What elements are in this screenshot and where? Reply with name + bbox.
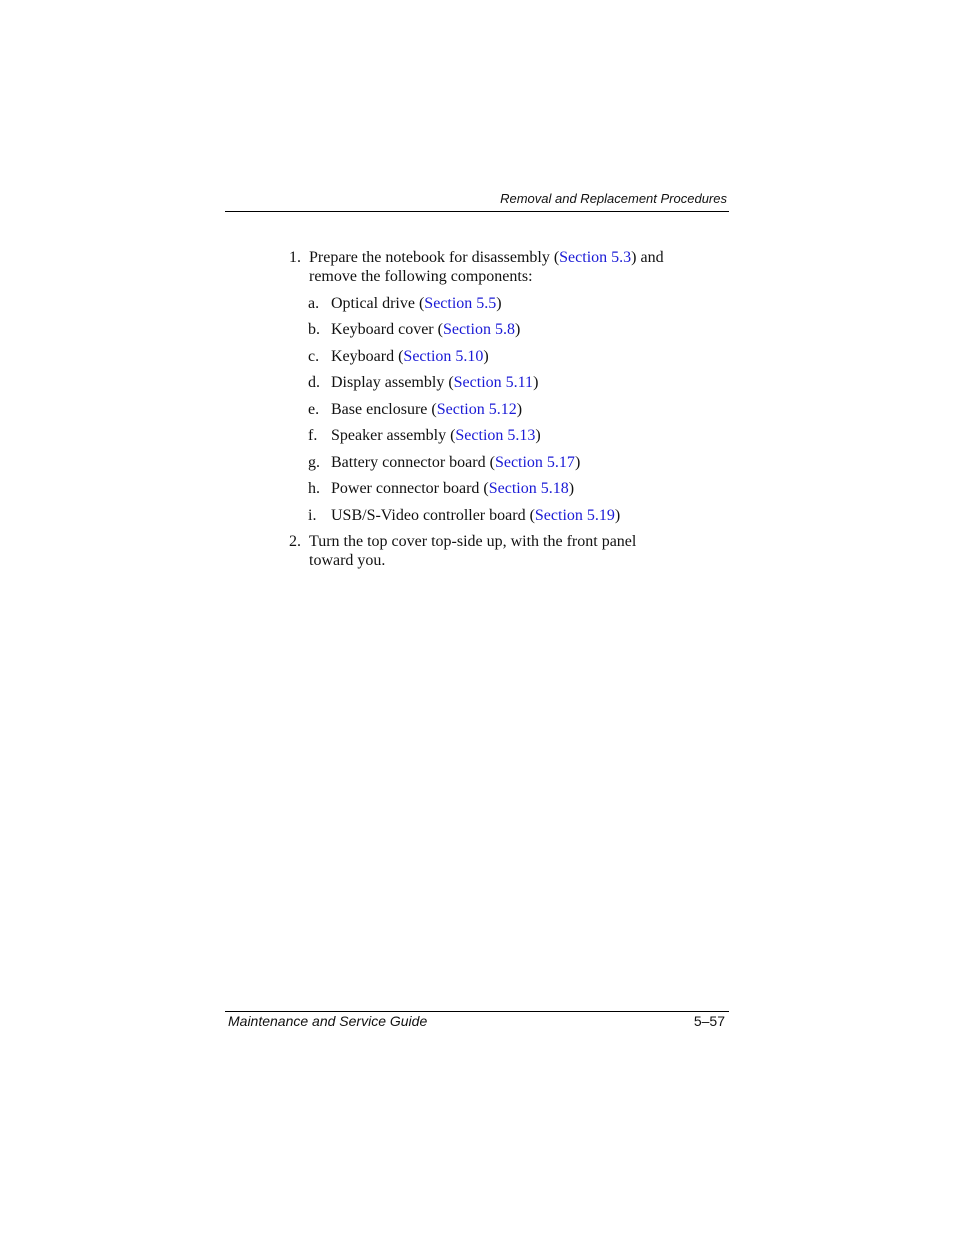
substep-letter: a. — [308, 295, 320, 312]
substep-a: a. Optical drive (Section 5.5) — [308, 295, 502, 312]
footer-guide-title: Maintenance and Service Guide — [228, 1013, 428, 1029]
step-2 — [289, 532, 669, 570]
substep-label: Speaker assembly ( — [331, 427, 456, 444]
section-link-5-18[interactable]: Section 5.18 — [488, 480, 569, 497]
footer-rule — [225, 1011, 729, 1012]
substep-letter: g. — [308, 454, 320, 471]
substep-label: Keyboard cover ( — [331, 321, 443, 338]
substep-letter: b. — [308, 321, 320, 338]
running-header-title: Removal and Replacement Procedures — [500, 191, 727, 206]
section-link-5-12[interactable]: Section 5.12 — [436, 401, 517, 418]
substep-letter: f. — [308, 427, 318, 444]
substep-g: g. Battery connector board (Section 5.17) — [308, 454, 581, 471]
substep-label: USB/S-Video controller board ( — [331, 507, 535, 524]
substep-b: b. Keyboard cover (Section 5.8) — [308, 321, 521, 338]
substep-label: Power connector board ( — [331, 480, 489, 497]
substep-letter: i. — [308, 507, 317, 524]
step-number: 1. — [289, 249, 301, 266]
header-rule — [225, 211, 729, 212]
section-link-5-17[interactable]: Section 5.17 — [494, 454, 575, 471]
substep-label: Battery connector board ( — [331, 454, 495, 471]
substep-c: c. Keyboard (Section 5.10) — [308, 348, 489, 365]
section-link-5-10[interactable]: Section 5.10 — [403, 348, 484, 365]
section-link-5-8[interactable]: Section 5.8 — [442, 321, 515, 338]
substep-label: Base enclosure ( — [331, 401, 437, 418]
substep-letter: c. — [308, 348, 320, 365]
page-number: 5–57 — [693, 1013, 725, 1029]
step-text: Prepare the notebook for disassembly (Section 5.3) and remove the following components: — [309, 249, 664, 285]
step-number: 2. — [289, 533, 301, 550]
section-link-5-5[interactable]: Section 5.5 — [424, 295, 497, 312]
substep-f: f. Speaker assembly (Section 5.13) — [308, 427, 541, 444]
step-text: Turn the top cover top-side up, with the front panel toward you. — [309, 533, 637, 569]
section-link-5-13[interactable]: Section 5.13 — [455, 427, 536, 444]
substep-letter: d. — [308, 374, 320, 391]
substep-label: Optical drive ( — [331, 295, 425, 312]
substep-label: Keyboard ( — [331, 348, 404, 365]
substep-label: Display assembly ( — [331, 374, 454, 391]
step-1 — [289, 248, 699, 286]
substep-e: e. Base enclosure (Section 5.12) — [308, 401, 523, 418]
section-link-5-11[interactable]: Section 5.11 — [453, 374, 534, 391]
substep-letter: e. — [308, 401, 320, 418]
substep-h: h. Power connector board (Section 5.18) — [308, 480, 575, 497]
section-link-5-19[interactable]: Section 5.19 — [534, 507, 615, 524]
substep-letter: h. — [308, 480, 320, 497]
substep-d: d. Display assembly (Section 5.11) — [308, 374, 539, 391]
substep-i: i. USB/S-Video controller board (Section 5.19) — [308, 507, 621, 524]
section-link-5-3[interactable]: Section 5.3 — [559, 249, 632, 266]
